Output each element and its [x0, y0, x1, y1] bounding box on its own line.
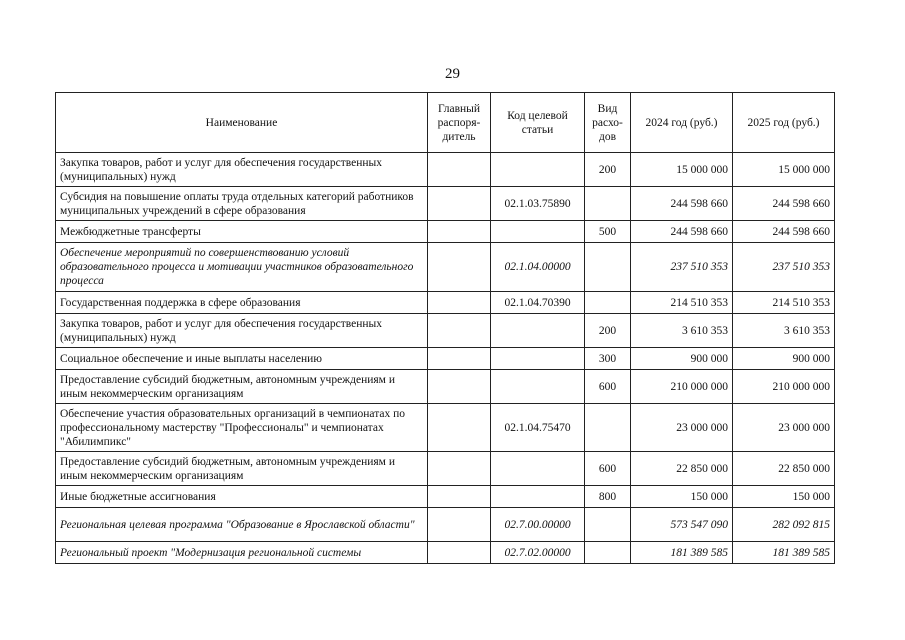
- table-header-row: [56, 93, 835, 153]
- cell-kind: [585, 243, 631, 292]
- cell-kind: 500: [585, 221, 631, 243]
- cell-kind: 200: [585, 153, 631, 187]
- cell-admin: [428, 243, 491, 292]
- cell-2025: 244 598 660: [733, 221, 835, 243]
- cell-name: Предоставление субсидий бюджетным, автономным учреждениям и иным некоммерческим организациям: [56, 452, 428, 486]
- cell-2025: 282 092 815: [733, 508, 835, 542]
- cell-admin: [428, 221, 491, 243]
- cell-admin: [428, 153, 491, 187]
- cell-2025: 150 000: [733, 486, 835, 508]
- cell-2025: 181 389 585: [733, 542, 835, 564]
- cell-2025: 900 000: [733, 348, 835, 370]
- cell-2025: 244 598 660: [733, 187, 835, 221]
- cell-code: 02.1.04.70390: [491, 292, 585, 314]
- cell-2024: 210 000 000: [631, 370, 733, 404]
- cell-kind: [585, 542, 631, 564]
- cell-admin: [428, 187, 491, 221]
- cell-2024: 214 510 353: [631, 292, 733, 314]
- cell-code: [491, 221, 585, 243]
- table-row: [56, 187, 835, 221]
- table-row: [56, 292, 835, 314]
- cell-admin: [428, 348, 491, 370]
- table-row: [56, 221, 835, 243]
- cell-code: [491, 153, 585, 187]
- cell-kind: [585, 508, 631, 542]
- table-row: [56, 508, 835, 542]
- cell-code: 02.1.04.75470: [491, 404, 585, 452]
- table-row: [56, 348, 835, 370]
- table-row: [56, 486, 835, 508]
- cell-2024: 244 598 660: [631, 221, 733, 243]
- cell-code: 02.1.04.00000: [491, 243, 585, 292]
- cell-2024: 23 000 000: [631, 404, 733, 452]
- header-code: Код целевой статьи: [491, 93, 585, 153]
- cell-name: Региональный проект "Модернизация региональной системы: [56, 542, 428, 564]
- cell-2024: 573 547 090: [631, 508, 733, 542]
- table-row: [56, 542, 835, 564]
- cell-2025: 23 000 000: [733, 404, 835, 452]
- cell-name: Региональная целевая программа "Образование в Ярославской области": [56, 508, 428, 542]
- cell-name: Предоставление субсидий бюджетным, автономным учреждениям и иным некоммерческим организациям: [56, 370, 428, 404]
- cell-admin: [428, 314, 491, 348]
- cell-kind: 300: [585, 348, 631, 370]
- header-kind: Вид расхо-дов: [585, 93, 631, 153]
- cell-name: Иные бюджетные ассигнования: [56, 486, 428, 508]
- cell-2024: 181 389 585: [631, 542, 733, 564]
- cell-name: Субсидия на повышение оплаты труда отдельных категорий работников муниципальных учреждений в сфере образования: [56, 187, 428, 221]
- cell-admin: [428, 370, 491, 404]
- cell-admin: [428, 508, 491, 542]
- cell-code: [491, 486, 585, 508]
- cell-kind: [585, 404, 631, 452]
- cell-admin: [428, 486, 491, 508]
- cell-kind: 600: [585, 370, 631, 404]
- table-row: [56, 153, 835, 187]
- cell-code: [491, 452, 585, 486]
- header-2025: 2025 год (руб.): [733, 93, 835, 153]
- table-row: [56, 243, 835, 292]
- cell-2024: 150 000: [631, 486, 733, 508]
- cell-name: Государственная поддержка в сфере образования: [56, 292, 428, 314]
- cell-code: 02.7.00.00000: [491, 508, 585, 542]
- cell-2024: 3 610 353: [631, 314, 733, 348]
- cell-kind: [585, 292, 631, 314]
- cell-2024: 237 510 353: [631, 243, 733, 292]
- cell-name: Обеспечение участия образовательных организаций в чемпионатах по профессиональному мастерству "Профессионалы" и чемпионатах "Абилимпикс": [56, 404, 428, 452]
- table-row: [56, 370, 835, 404]
- cell-admin: [428, 452, 491, 486]
- cell-admin: [428, 404, 491, 452]
- cell-code: [491, 314, 585, 348]
- table-row: [56, 404, 835, 452]
- cell-2024: 900 000: [631, 348, 733, 370]
- cell-kind: 200: [585, 314, 631, 348]
- cell-name: Закупка товаров, работ и услуг для обеспечения государственных (муниципальных) нужд: [56, 153, 428, 187]
- budget-table: [55, 92, 835, 564]
- cell-2025: 22 850 000: [733, 452, 835, 486]
- cell-2025: 237 510 353: [733, 243, 835, 292]
- cell-2025: 214 510 353: [733, 292, 835, 314]
- cell-kind: 800: [585, 486, 631, 508]
- header-2024: 2024 год (руб.): [631, 93, 733, 153]
- cell-2024: 244 598 660: [631, 187, 733, 221]
- cell-2025: 210 000 000: [733, 370, 835, 404]
- cell-name: Закупка товаров, работ и услуг для обеспечения государственных (муниципальных) нужд: [56, 314, 428, 348]
- cell-kind: [585, 187, 631, 221]
- cell-2024: 15 000 000: [631, 153, 733, 187]
- header-admin: Главный распоря-дитель: [428, 93, 491, 153]
- cell-code: 02.7.02.00000: [491, 542, 585, 564]
- cell-admin: [428, 542, 491, 564]
- table-row: [56, 452, 835, 486]
- cell-code: 02.1.03.75890: [491, 187, 585, 221]
- cell-code: [491, 348, 585, 370]
- cell-2025: 15 000 000: [733, 153, 835, 187]
- cell-name: Социальное обеспечение и иные выплаты населению: [56, 348, 428, 370]
- cell-code: [491, 370, 585, 404]
- cell-2025: 3 610 353: [733, 314, 835, 348]
- cell-kind: 600: [585, 452, 631, 486]
- table-row: [56, 314, 835, 348]
- header-name: Наименование: [56, 93, 428, 153]
- page-number: 29: [445, 66, 460, 82]
- cell-2024: 22 850 000: [631, 452, 733, 486]
- cell-admin: [428, 292, 491, 314]
- cell-name: Обеспечение мероприятий по совершенствованию условий образовательного процесса и мотивации участников образовательного процесса: [56, 243, 428, 292]
- cell-name: Межбюджетные трансферты: [56, 221, 428, 243]
